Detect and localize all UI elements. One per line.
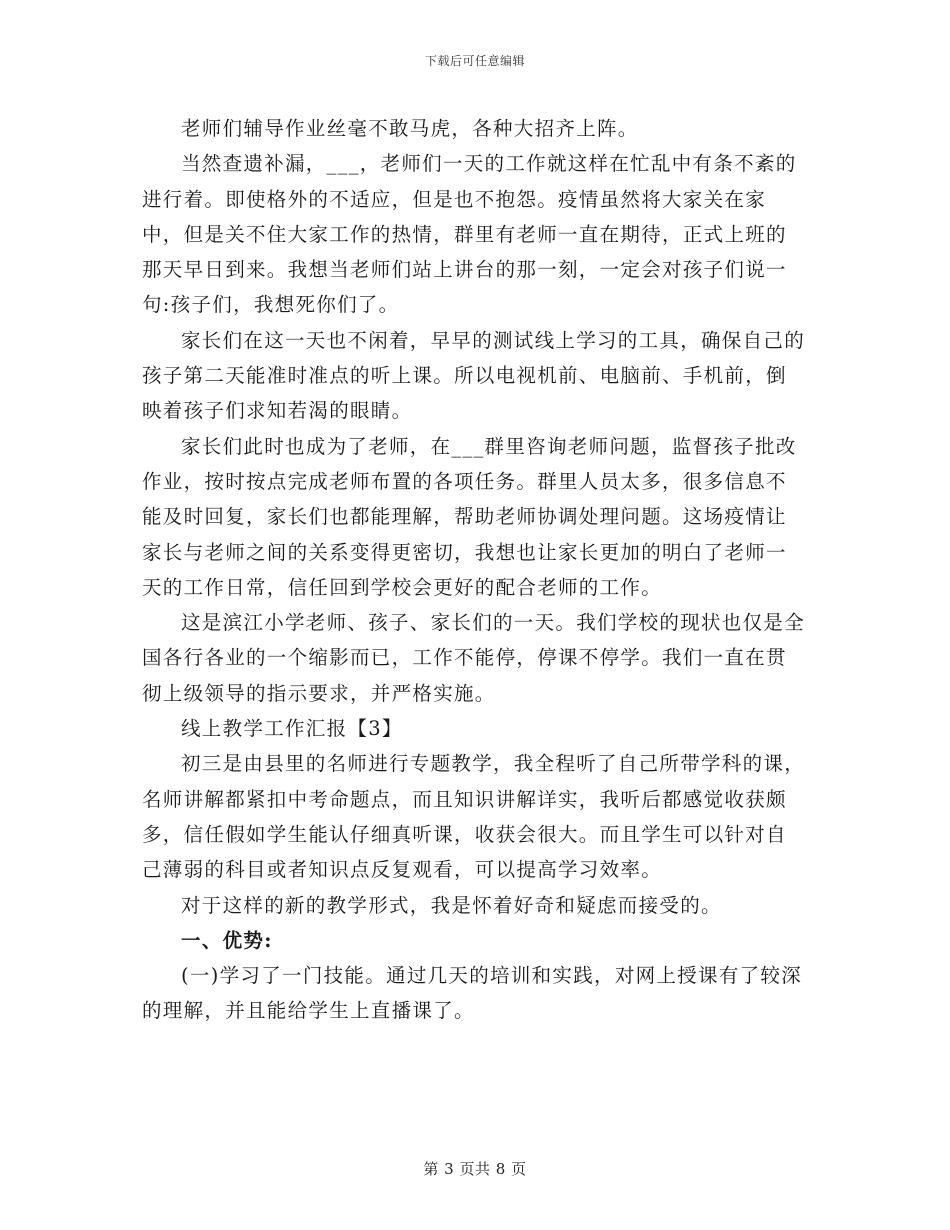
paragraph: 当然查遗补漏，___，老师们一天的工作就这样在忙乱中有条不紊的进行着。即使格外的不适应，但是也不抱怨。疫情虽然将大家关在家中，但是关不住大家工作的热情，群里有老师一直在期待，正式上班的那天早日到来。我想当老师们站上讲台的那一刻，一定会对孩子们说一句:孩子们，我想死你们了。 [142, 152, 797, 317]
page-header: 下载后可任意编辑 [424, 54, 525, 68]
paragraph: 家长们在这一天也不闲着，早早的测试线上学习的工具，确保自己的孩子第二天能准时准点的听上课。所以电视机前、电脑前、手机前，倒映着孩子们求知若渴的眼睛。 [142, 328, 806, 423]
paragraph: 这是滨江小学老师、孩子、家长们的一天。我们学校的现状也仅是全国各行各业的一个缩影而已，工作不能停，停课不停学。我们一直在贯彻上级领导的指示要求，并严格实施。 [142, 611, 806, 705]
paragraph: 老师们辅导作业丝毫不敢马虎，各种大招齐上阵。 [181, 117, 639, 140]
paragraph: (一)学习了一门技能。通过几天的培训和实践，对网上授课有了较深的理解，并且能给学生上直播课了。 [142, 964, 803, 1023]
paragraph: 家长们此时也成为了老师，在___群里咨询老师问题，监督孩子批改作业，按时按点完成老师布置的各项任务。群里人员太多，很多信息不能及时回复，家长们也都能理解，帮助老师协调处理问题。这场疫情让家长与老师之间的关系变得更密切，我想也让家长更加的明白了老师一天的工作日常，信任回到学校会更好的配合老师的工作。 [142, 434, 797, 599]
paragraph: 初三是由县里的名师进行专题教学，我全程听了自己所带学科的课，名师讲解都紧扣中考命题点，而且知识讲解详实，我听后都感觉收获颇多，信任假如学生能认仔细真听课，收获会很大。而且学生可以针对自己薄弱的科目或者知识点反复观看，可以提高学习效率。 [142, 752, 806, 882]
document-body [142, 111, 807, 1029]
section-title: 线上教学工作汇报【3】 [181, 717, 403, 741]
paragraph: 对于这样的新的教学形式，我是怀着好奇和疑虑而接受的。 [181, 893, 722, 917]
page-footer: 第 3 页共 8 页 [423, 1160, 527, 1178]
subheading: 一、优势: [181, 928, 273, 952]
